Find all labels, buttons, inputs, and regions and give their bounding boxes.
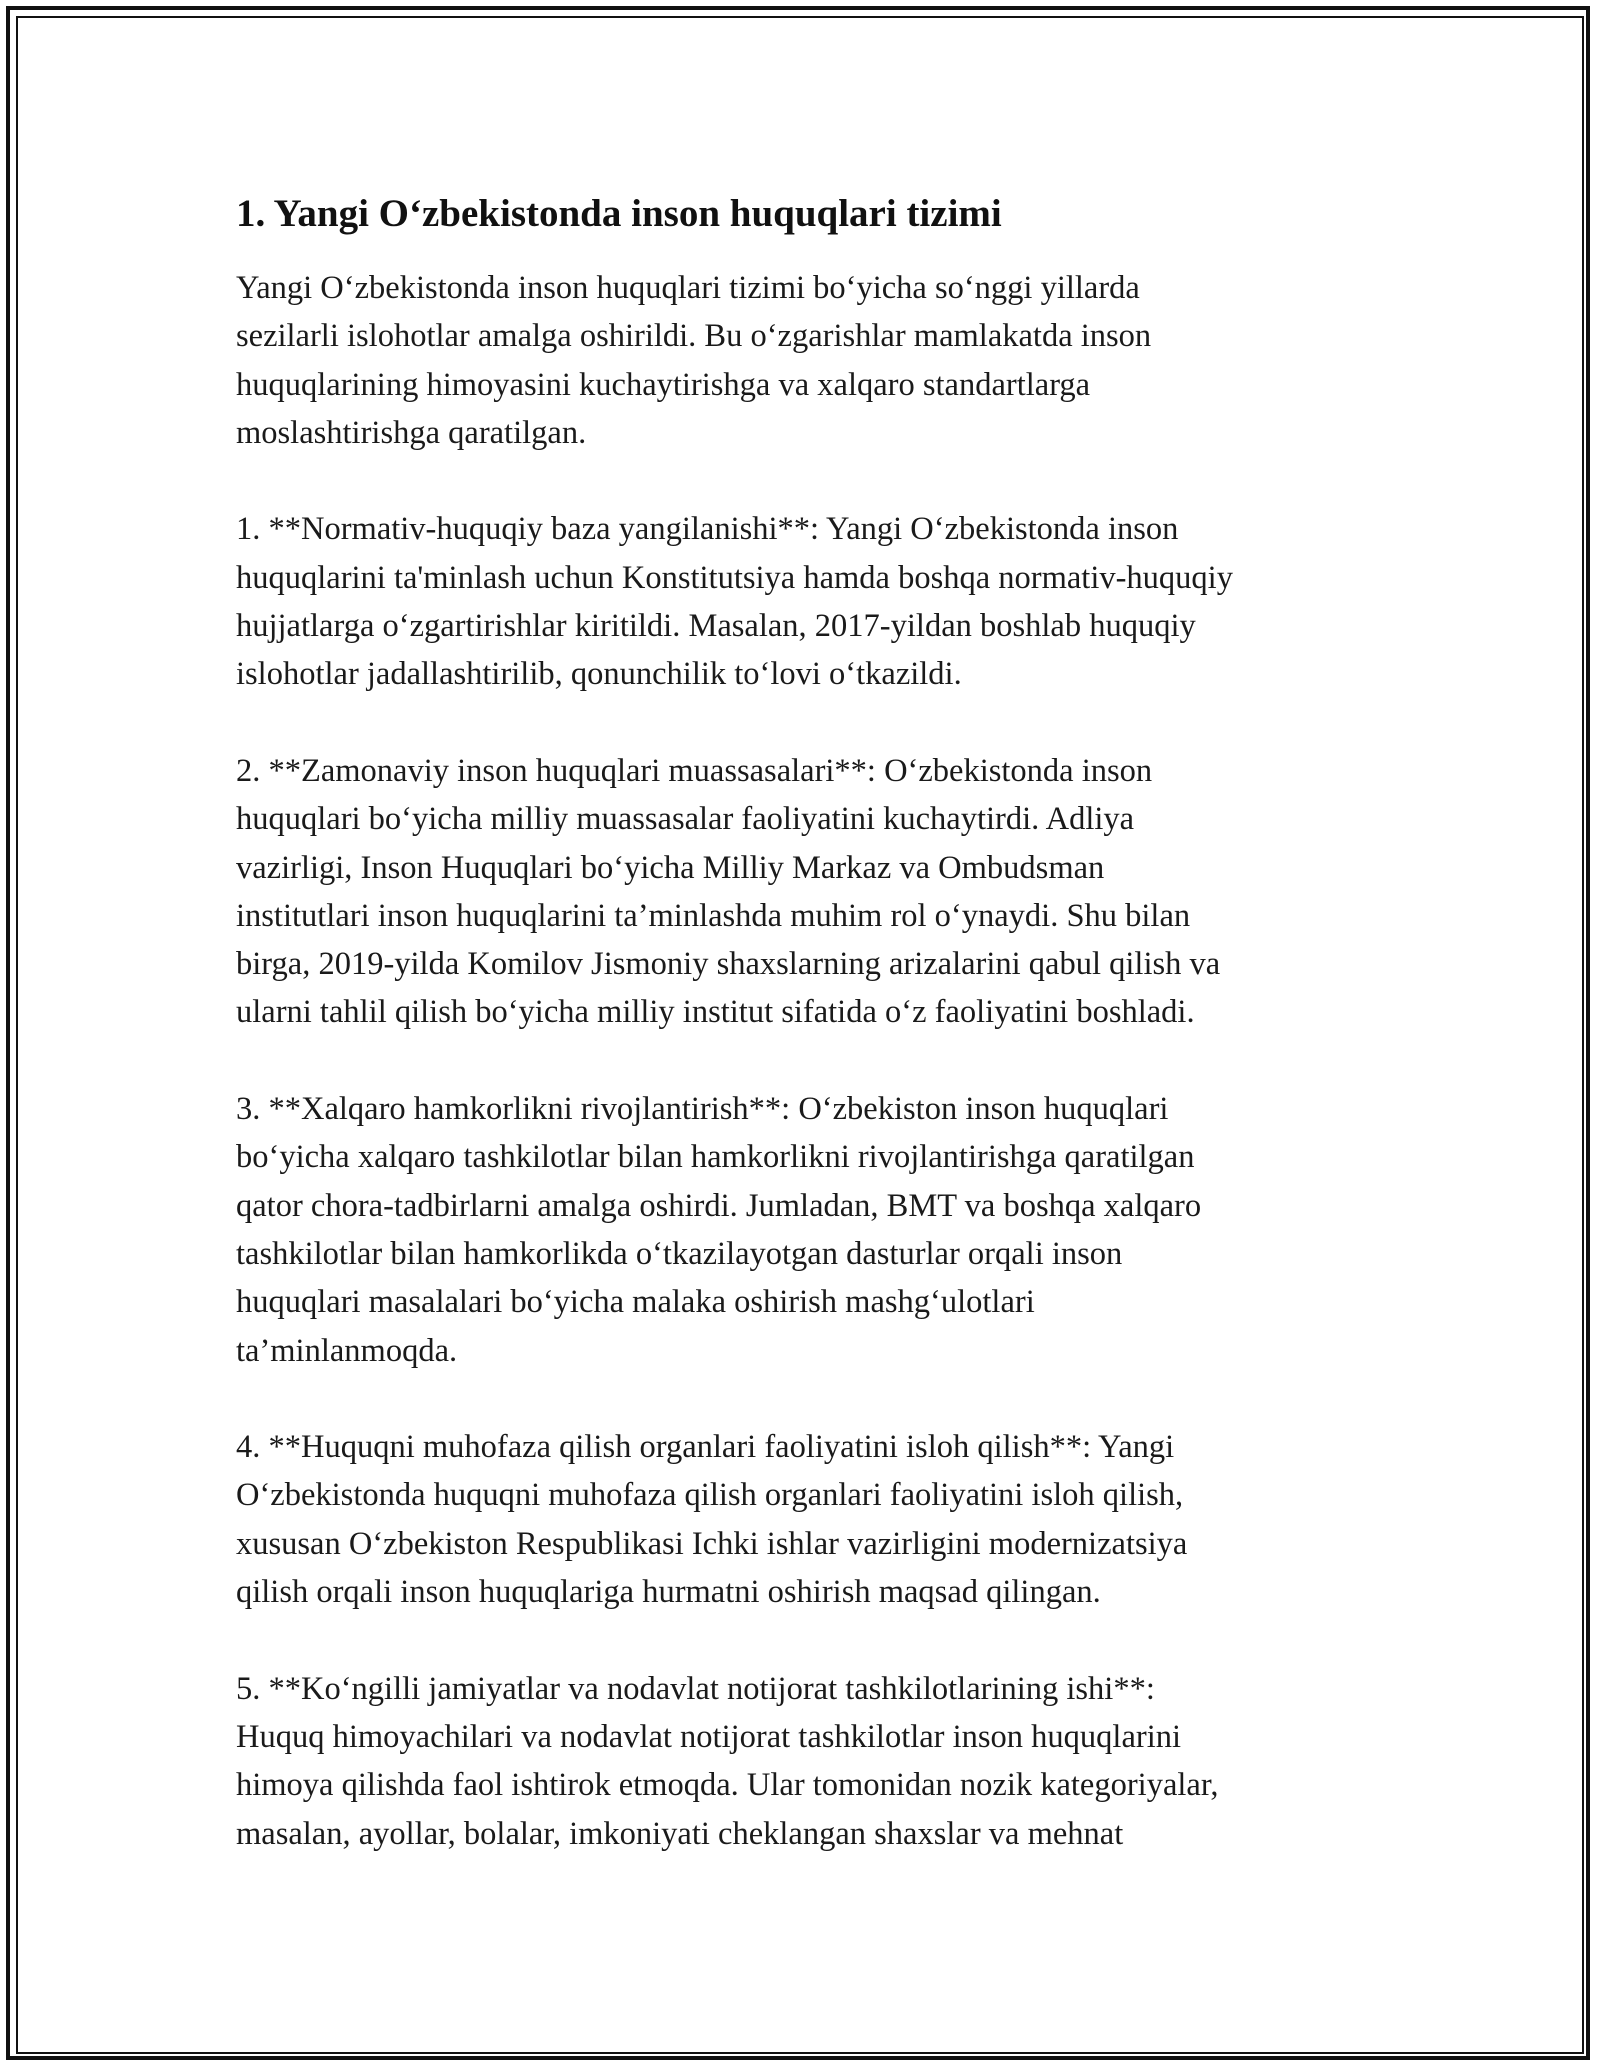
blank-line [236, 1616, 1386, 1664]
blank-line [236, 1375, 1386, 1423]
list-item-1: 1. **Normativ-huquqiy baza yangilanishi**: Yangi O‘zbekistonda inson huquqlarini ta'minlash uchun Konstitutsiya hamda boshqa normativ-huquqiy hujjatlarga o‘zgartirishlar kiritildi. Masalan, 2017-yildan boshlab huquqiy islohotlar jadallashtirilib, qonunchilik to‘lovi o‘tkazildi. [236, 511, 1233, 693]
list-item-2: 2. **Zamonaviy inson huquqlari muassasalari**: O‘zbekistonda inson huquqlari bo‘yicha milliy muassasalar faoliyatini kuchaytirdi. Adliya vazirligi, Inson Huquqlari bo‘yicha Milliy Markaz va Ombudsman institutlari inson huquqlarini ta’minlashda muhim rol o‘ynaydi. Shu bilan birga, 2019-yilda Komilov Jismoniy shaxslarning arizalarini qabul qilish va ularni tahlil qilish bo‘yicha milliy institut sifatida o‘z faoliyatini boshladi. [236, 752, 1221, 1031]
list-item-4: 4. **Huquqni muhofaza qilish organlari faoliyatini isloh qilish**: Yangi O‘zbekistonda huquqni muhofaza qilish organlari faoliyatini isloh qilish, xususan O‘zbekiston Respublikasi Ichki ishlar vazirligini modernizatsiya qilish orqali inson huquqlariga hurmatni oshirish maqsad qilingan. [236, 1429, 1188, 1611]
paragraph-list [236, 264, 1386, 1858]
list-item-5: 5. **Ko‘ngilli jamiyatlar va nodavlat notijorat tashkilotlarining ishi**: Huquq himoyachilari va nodavlat notijorat tashkilotlar inson huquqlarini himoya qilishda faol ishtirok etmoqda. Ular tomonidan nozik kategoriyalar, masalan, ayollar, bolalar, imkoniyati cheklangan shaxslar va mehnat [236, 1670, 1219, 1852]
document-body [236, 188, 1386, 1858]
document-title: 1. Yangi O‘zbekistonda inson huquqlari tizimi [236, 192, 1002, 235]
intro-paragraph: Yangi O‘zbekistonda inson huquqlari tizimi bo‘yicha so‘nggi yillarda sezilarli islohotlar amalga oshirildi. Bu o‘zgarishlar mamlakatda inson huquqlarining himoyasini kuchaytirishga va xalqaro standartlarga moslashtirishga qaratilgan. [236, 270, 1152, 451]
blank-line [236, 457, 1386, 505]
list-item-3: 3. **Xalqaro hamkorlikni rivojlantirish**: O‘zbekiston inson huquqlari bo‘yicha xalqaro tashkilotlar bilan hamkorlikni rivojlantirishga qaratilgan qator chora-tadbirlarni amalga oshirdi. Jumladan, BMT va boshqa xalqaro tashkilotlar bilan hamkorlikda o‘tkazilayotgan dasturlar orqali inson huquqlari masalalari bo‘yicha malaka oshirish mashg‘ulotlari ta’minlanmoqda. [236, 1091, 1202, 1369]
blank-line [236, 699, 1386, 747]
blank-line [236, 1037, 1386, 1085]
